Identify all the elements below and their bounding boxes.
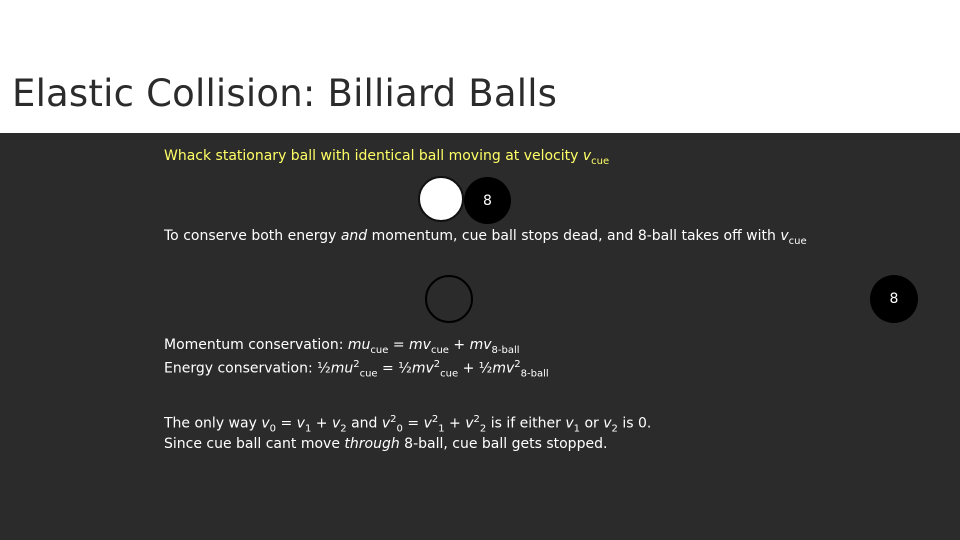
cue-ball-moving — [418, 176, 464, 222]
intro-text: Whack stationary ball with identical ball moving at velocity — [164, 148, 583, 164]
result-text-pre: To conserve both energy — [164, 228, 341, 244]
only-way-line: The only way $v_0 = v_1 + v_2$ and $v^2_0 = v^2_1 + v^2_2$ is if either $v_1$ or $v_2$ is 0. — [164, 414, 652, 435]
velocity-subscript: cue — [591, 155, 610, 167]
eight-ball-stationary — [464, 177, 511, 224]
energy-label: Energy conservation: — [164, 360, 318, 377]
momentum-equation: Momentum conservation: $mu_{cue} = mv_{cue} + mv_{8-ball}$ — [164, 337, 520, 356]
result-velocity-subscript: cue — [788, 235, 807, 247]
result-velocity-variable: v — [780, 228, 789, 244]
result-and: and — [340, 228, 368, 244]
energy-equation: Energy conservation: $\frac{1}{2}mu^2_{cue}$ = $\frac{1}{2}mv^2_{cue}$ + $\frac{1}{2}mv^2_{8-ball}$ — [164, 359, 549, 380]
result-line — [164, 228, 807, 247]
slide-title: Elastic Collision: Billiard Balls — [12, 72, 558, 115]
intro-line — [164, 148, 609, 167]
title-band — [0, 0, 960, 133]
velocity-variable: v — [582, 148, 592, 164]
momentum-label: Momentum conservation: — [164, 337, 348, 353]
cue-ball-stopped — [425, 275, 473, 323]
half-symbol: ½ — [317, 360, 331, 377]
since-line: Since cue ball cant move through 8-ball, cue ball gets stopped. — [164, 436, 608, 452]
result-text-post: momentum, cue ball stops dead, and 8-ball takes off with — [367, 228, 781, 244]
eight-ball-moving — [870, 275, 918, 323]
eight-ball-label: 8 — [483, 192, 492, 209]
eight-ball-label-2: 8 — [889, 291, 899, 307]
